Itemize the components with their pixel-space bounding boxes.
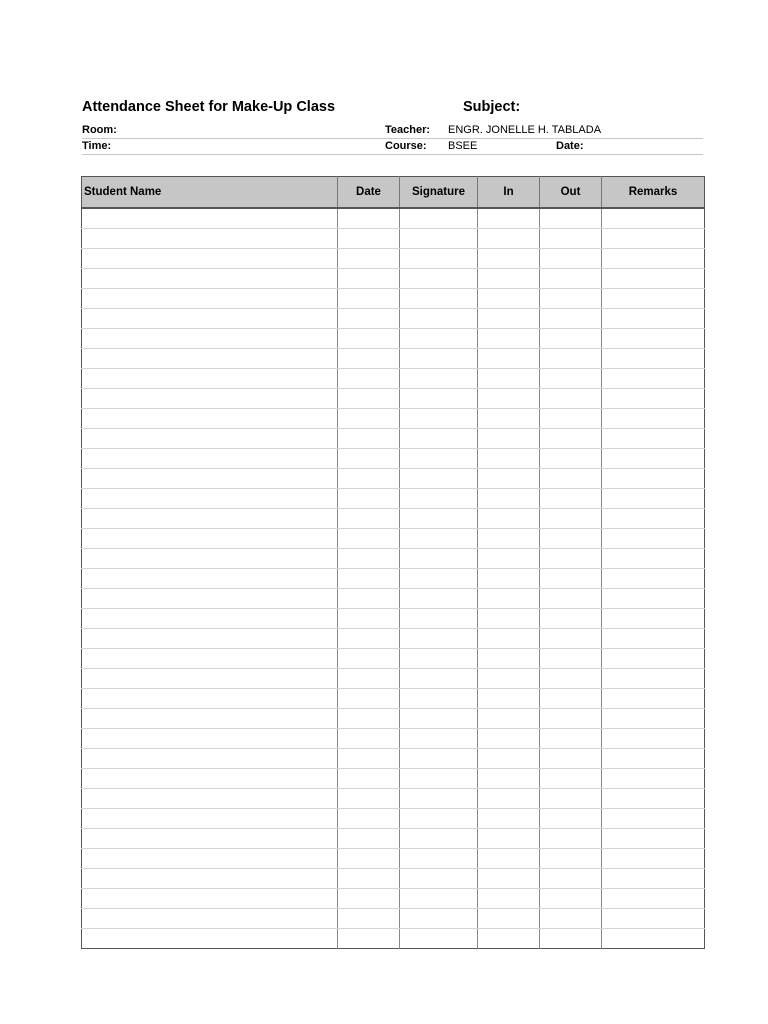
student-name-cell[interactable] [82, 369, 338, 389]
in-cell[interactable] [478, 349, 540, 369]
out-cell[interactable] [540, 429, 602, 449]
date-cell[interactable] [338, 649, 400, 669]
in-cell[interactable] [478, 669, 540, 689]
date-cell[interactable] [338, 449, 400, 469]
student-name-cell[interactable] [82, 229, 338, 249]
out-cell[interactable] [540, 609, 602, 629]
subject-label: Subject: [463, 99, 521, 115]
in-cell[interactable] [478, 749, 540, 769]
date-cell[interactable] [338, 208, 400, 229]
signature-cell[interactable] [400, 269, 478, 289]
student-name-cell[interactable] [82, 549, 338, 569]
date-cell[interactable] [338, 249, 400, 269]
remarks-cell[interactable] [602, 689, 705, 709]
in-cell[interactable] [478, 849, 540, 869]
signature-cell[interactable] [400, 809, 478, 829]
table-row [82, 869, 705, 889]
student-name-cell[interactable] [82, 689, 338, 709]
out-cell[interactable] [540, 229, 602, 249]
date-cell[interactable] [338, 229, 400, 249]
signature-cell[interactable] [400, 849, 478, 869]
remarks-cell[interactable] [602, 809, 705, 829]
remarks-cell[interactable] [602, 409, 705, 429]
date-cell[interactable] [338, 409, 400, 429]
table-row [82, 289, 705, 309]
remarks-cell[interactable] [602, 589, 705, 609]
page-title: Attendance Sheet for Make-Up Class [82, 99, 336, 115]
signature-cell[interactable] [400, 289, 478, 309]
student-name-cell[interactable] [82, 569, 338, 589]
date-cell[interactable] [338, 329, 400, 349]
out-cell[interactable] [540, 349, 602, 369]
out-cell[interactable] [540, 269, 602, 289]
date-cell[interactable] [338, 809, 400, 829]
out-cell[interactable] [540, 208, 602, 229]
course-value: BSEE [448, 140, 478, 152]
table-row [82, 269, 705, 289]
in-cell[interactable] [478, 369, 540, 389]
signature-cell[interactable] [400, 229, 478, 249]
date-cell[interactable] [338, 869, 400, 889]
date-cell[interactable] [338, 629, 400, 649]
course-label: Course: [385, 140, 427, 152]
student-name-cell[interactable] [82, 489, 338, 509]
student-name-cell[interactable] [82, 929, 338, 949]
signature-cell[interactable] [400, 389, 478, 409]
date-cell[interactable] [338, 709, 400, 729]
date-cell[interactable] [338, 529, 400, 549]
table-row [82, 629, 705, 649]
student-name-cell[interactable] [82, 889, 338, 909]
student-name-cell[interactable] [82, 309, 338, 329]
attendance-table [81, 176, 705, 949]
remarks-cell[interactable] [602, 569, 705, 589]
table-row [82, 889, 705, 909]
signature-cell[interactable] [400, 869, 478, 889]
signature-cell[interactable] [400, 429, 478, 449]
table-row [82, 789, 705, 809]
in-cell[interactable] [478, 869, 540, 889]
teacher-value: ENGR. JONELLE H. TABLADA [448, 124, 602, 136]
remarks-cell[interactable] [602, 769, 705, 789]
remarks-cell[interactable] [602, 449, 705, 469]
remarks-cell[interactable] [602, 609, 705, 629]
in-cell[interactable] [478, 569, 540, 589]
table-row [82, 569, 705, 589]
date-cell[interactable] [338, 929, 400, 949]
info-divider [82, 154, 703, 155]
remarks-cell[interactable] [602, 629, 705, 649]
in-cell[interactable] [478, 889, 540, 909]
remarks-cell[interactable] [602, 729, 705, 749]
table-row [82, 429, 705, 449]
remarks-cell[interactable] [602, 289, 705, 309]
in-cell[interactable] [478, 249, 540, 269]
time-label: Time: [82, 140, 112, 152]
in-cell[interactable] [478, 389, 540, 409]
column-header-in: In [478, 177, 540, 209]
out-cell[interactable] [540, 889, 602, 909]
signature-cell[interactable] [400, 449, 478, 469]
remarks-cell[interactable] [602, 429, 705, 449]
student-name-cell[interactable] [82, 289, 338, 309]
out-cell[interactable] [540, 769, 602, 789]
out-cell[interactable] [540, 569, 602, 589]
table-row [82, 229, 705, 249]
student-name-cell[interactable] [82, 509, 338, 529]
out-cell[interactable] [540, 289, 602, 309]
signature-cell[interactable] [400, 509, 478, 529]
student-name-cell[interactable] [82, 389, 338, 409]
signature-cell[interactable] [400, 309, 478, 329]
remarks-cell[interactable] [602, 309, 705, 329]
table-row [82, 549, 705, 569]
signature-cell[interactable] [400, 909, 478, 929]
out-cell[interactable] [540, 449, 602, 469]
date-label: Date: [556, 140, 584, 152]
student-name-cell[interactable] [82, 208, 338, 229]
signature-cell[interactable] [400, 549, 478, 569]
signature-cell[interactable] [400, 649, 478, 669]
remarks-cell[interactable] [602, 349, 705, 369]
out-cell[interactable] [540, 369, 602, 389]
student-name-cell[interactable] [82, 529, 338, 549]
student-name-cell[interactable] [82, 329, 338, 349]
room-label: Room: [82, 124, 117, 136]
signature-cell[interactable] [400, 569, 478, 589]
remarks-cell[interactable] [602, 649, 705, 669]
signature-cell[interactable] [400, 769, 478, 789]
signature-cell[interactable] [400, 749, 478, 769]
student-name-cell[interactable] [82, 789, 338, 809]
out-cell[interactable] [540, 909, 602, 929]
table-row [82, 309, 705, 329]
date-cell[interactable] [338, 669, 400, 689]
in-cell[interactable] [478, 429, 540, 449]
date-cell[interactable] [338, 889, 400, 909]
signature-cell[interactable] [400, 409, 478, 429]
table-row [82, 249, 705, 269]
table-row [82, 329, 705, 349]
out-cell[interactable] [540, 669, 602, 689]
out-cell[interactable] [540, 549, 602, 569]
student-name-cell[interactable] [82, 609, 338, 629]
table-row [82, 589, 705, 609]
in-cell[interactable] [478, 449, 540, 469]
out-cell[interactable] [540, 309, 602, 329]
table-row [82, 689, 705, 709]
student-name-cell[interactable] [82, 449, 338, 469]
student-name-cell[interactable] [82, 849, 338, 869]
remarks-cell[interactable] [602, 529, 705, 549]
in-cell[interactable] [478, 649, 540, 669]
out-cell[interactable] [540, 329, 602, 349]
in-cell[interactable] [478, 289, 540, 309]
out-cell[interactable] [540, 629, 602, 649]
out-cell[interactable] [540, 869, 602, 889]
remarks-cell[interactable] [602, 229, 705, 249]
date-cell[interactable] [338, 349, 400, 369]
signature-cell[interactable] [400, 729, 478, 749]
column-header-remarks: Remarks [602, 177, 705, 209]
student-name-cell[interactable] [82, 869, 338, 889]
out-cell[interactable] [540, 589, 602, 609]
table-row [82, 609, 705, 629]
in-cell[interactable] [478, 589, 540, 609]
student-name-cell[interactable] [82, 249, 338, 269]
student-name-cell[interactable] [82, 469, 338, 489]
student-name-cell[interactable] [82, 729, 338, 749]
date-cell[interactable] [338, 789, 400, 809]
table-row [82, 649, 705, 669]
table-row [82, 509, 705, 529]
date-cell[interactable] [338, 289, 400, 309]
date-cell[interactable] [338, 369, 400, 389]
table-row [82, 729, 705, 749]
remarks-cell[interactable] [602, 389, 705, 409]
signature-cell[interactable] [400, 329, 478, 349]
signature-cell[interactable] [400, 669, 478, 689]
remarks-cell[interactable] [602, 889, 705, 909]
remarks-cell[interactable] [602, 269, 705, 289]
out-cell[interactable] [540, 249, 602, 269]
date-cell[interactable] [338, 269, 400, 289]
date-cell[interactable] [338, 569, 400, 589]
table-row [82, 449, 705, 469]
in-cell[interactable] [478, 409, 540, 429]
remarks-cell[interactable] [602, 669, 705, 689]
signature-cell[interactable] [400, 349, 478, 369]
date-cell[interactable] [338, 309, 400, 329]
student-name-cell[interactable] [82, 649, 338, 669]
out-cell[interactable] [540, 509, 602, 529]
in-cell[interactable] [478, 269, 540, 289]
signature-cell[interactable] [400, 469, 478, 489]
student-name-cell[interactable] [82, 269, 338, 289]
column-header-out: Out [540, 177, 602, 209]
table-row [82, 369, 705, 389]
signature-cell[interactable] [400, 889, 478, 909]
in-cell[interactable] [478, 729, 540, 749]
signature-cell[interactable] [400, 689, 478, 709]
column-header-signature: Signature [400, 177, 478, 209]
remarks-cell[interactable] [602, 829, 705, 849]
signature-cell[interactable] [400, 489, 478, 509]
table-row [82, 909, 705, 929]
in-cell[interactable] [478, 829, 540, 849]
signature-cell[interactable] [400, 249, 478, 269]
remarks-cell[interactable] [602, 369, 705, 389]
in-cell[interactable] [478, 329, 540, 349]
in-cell[interactable] [478, 489, 540, 509]
column-header-student-name: Student Name [82, 177, 338, 209]
in-cell[interactable] [478, 309, 540, 329]
table-row [82, 409, 705, 429]
out-cell[interactable] [540, 529, 602, 549]
date-cell[interactable] [338, 689, 400, 709]
date-cell[interactable] [338, 769, 400, 789]
student-name-cell[interactable] [82, 909, 338, 929]
in-cell[interactable] [478, 929, 540, 949]
table-row [82, 809, 705, 829]
date-cell[interactable] [338, 829, 400, 849]
signature-cell[interactable] [400, 609, 478, 629]
in-cell[interactable] [478, 809, 540, 829]
table-body [82, 208, 705, 949]
student-name-cell[interactable] [82, 429, 338, 449]
in-cell[interactable] [478, 208, 540, 229]
table-row [82, 749, 705, 769]
out-cell[interactable] [540, 489, 602, 509]
remarks-cell[interactable] [602, 489, 705, 509]
remarks-cell[interactable] [602, 329, 705, 349]
in-cell[interactable] [478, 609, 540, 629]
date-cell[interactable] [338, 849, 400, 869]
table-row [82, 389, 705, 409]
remarks-cell[interactable] [602, 789, 705, 809]
signature-cell[interactable] [400, 929, 478, 949]
in-cell[interactable] [478, 509, 540, 529]
signature-cell[interactable] [400, 529, 478, 549]
in-cell[interactable] [478, 909, 540, 929]
date-cell[interactable] [338, 489, 400, 509]
signature-cell[interactable] [400, 369, 478, 389]
remarks-cell[interactable] [602, 509, 705, 529]
date-cell[interactable] [338, 469, 400, 489]
signature-cell[interactable] [400, 829, 478, 849]
out-cell[interactable] [540, 809, 602, 829]
remarks-cell[interactable] [602, 709, 705, 729]
student-name-cell[interactable] [82, 749, 338, 769]
table-row [82, 208, 705, 229]
remarks-cell[interactable] [602, 869, 705, 889]
student-name-cell[interactable] [82, 809, 338, 829]
remarks-cell[interactable] [602, 849, 705, 869]
table-header-row [82, 177, 705, 209]
date-cell[interactable] [338, 909, 400, 929]
signature-cell[interactable] [400, 589, 478, 609]
info-divider [82, 138, 703, 139]
date-cell[interactable] [338, 749, 400, 769]
remarks-cell[interactable] [602, 549, 705, 569]
in-cell[interactable] [478, 469, 540, 489]
table-row [82, 829, 705, 849]
teacher-label: Teacher: [385, 124, 431, 136]
in-cell[interactable] [478, 709, 540, 729]
date-cell[interactable] [338, 509, 400, 529]
out-cell[interactable] [540, 829, 602, 849]
column-header-date: Date [338, 177, 400, 209]
remarks-cell[interactable] [602, 929, 705, 949]
out-cell[interactable] [540, 749, 602, 769]
date-cell[interactable] [338, 549, 400, 569]
table-row [82, 849, 705, 869]
remarks-cell[interactable] [602, 749, 705, 769]
table-row [82, 929, 705, 949]
table-row [82, 669, 705, 689]
out-cell[interactable] [540, 649, 602, 669]
date-cell[interactable] [338, 429, 400, 449]
student-name-cell[interactable] [82, 629, 338, 649]
out-cell[interactable] [540, 469, 602, 489]
student-name-cell[interactable] [82, 349, 338, 369]
student-name-cell[interactable] [82, 829, 338, 849]
table-row [82, 769, 705, 789]
remarks-cell[interactable] [602, 249, 705, 269]
table-row [82, 529, 705, 549]
remarks-cell[interactable] [602, 909, 705, 929]
date-cell[interactable] [338, 589, 400, 609]
out-cell[interactable] [540, 729, 602, 749]
in-cell[interactable] [478, 629, 540, 649]
in-cell[interactable] [478, 689, 540, 709]
remarks-cell[interactable] [602, 208, 705, 229]
date-cell[interactable] [338, 389, 400, 409]
table-row [82, 709, 705, 729]
student-name-cell[interactable] [82, 669, 338, 689]
date-cell[interactable] [338, 609, 400, 629]
table-row [82, 349, 705, 369]
student-name-cell[interactable] [82, 709, 338, 729]
remarks-cell[interactable] [602, 469, 705, 489]
in-cell[interactable] [478, 229, 540, 249]
signature-cell[interactable] [400, 709, 478, 729]
student-name-cell[interactable] [82, 769, 338, 789]
out-cell[interactable] [540, 789, 602, 809]
student-name-cell[interactable] [82, 409, 338, 429]
out-cell[interactable] [540, 849, 602, 869]
table-row [82, 469, 705, 489]
out-cell[interactable] [540, 929, 602, 949]
student-name-cell[interactable] [82, 589, 338, 609]
in-cell[interactable] [478, 529, 540, 549]
signature-cell[interactable] [400, 629, 478, 649]
date-cell[interactable] [338, 729, 400, 749]
signature-cell[interactable] [400, 789, 478, 809]
signature-cell[interactable] [400, 208, 478, 229]
in-cell[interactable] [478, 769, 540, 789]
out-cell[interactable] [540, 409, 602, 429]
out-cell[interactable] [540, 389, 602, 409]
out-cell[interactable] [540, 709, 602, 729]
in-cell[interactable] [478, 789, 540, 809]
out-cell[interactable] [540, 689, 602, 709]
table-row [82, 489, 705, 509]
in-cell[interactable] [478, 549, 540, 569]
